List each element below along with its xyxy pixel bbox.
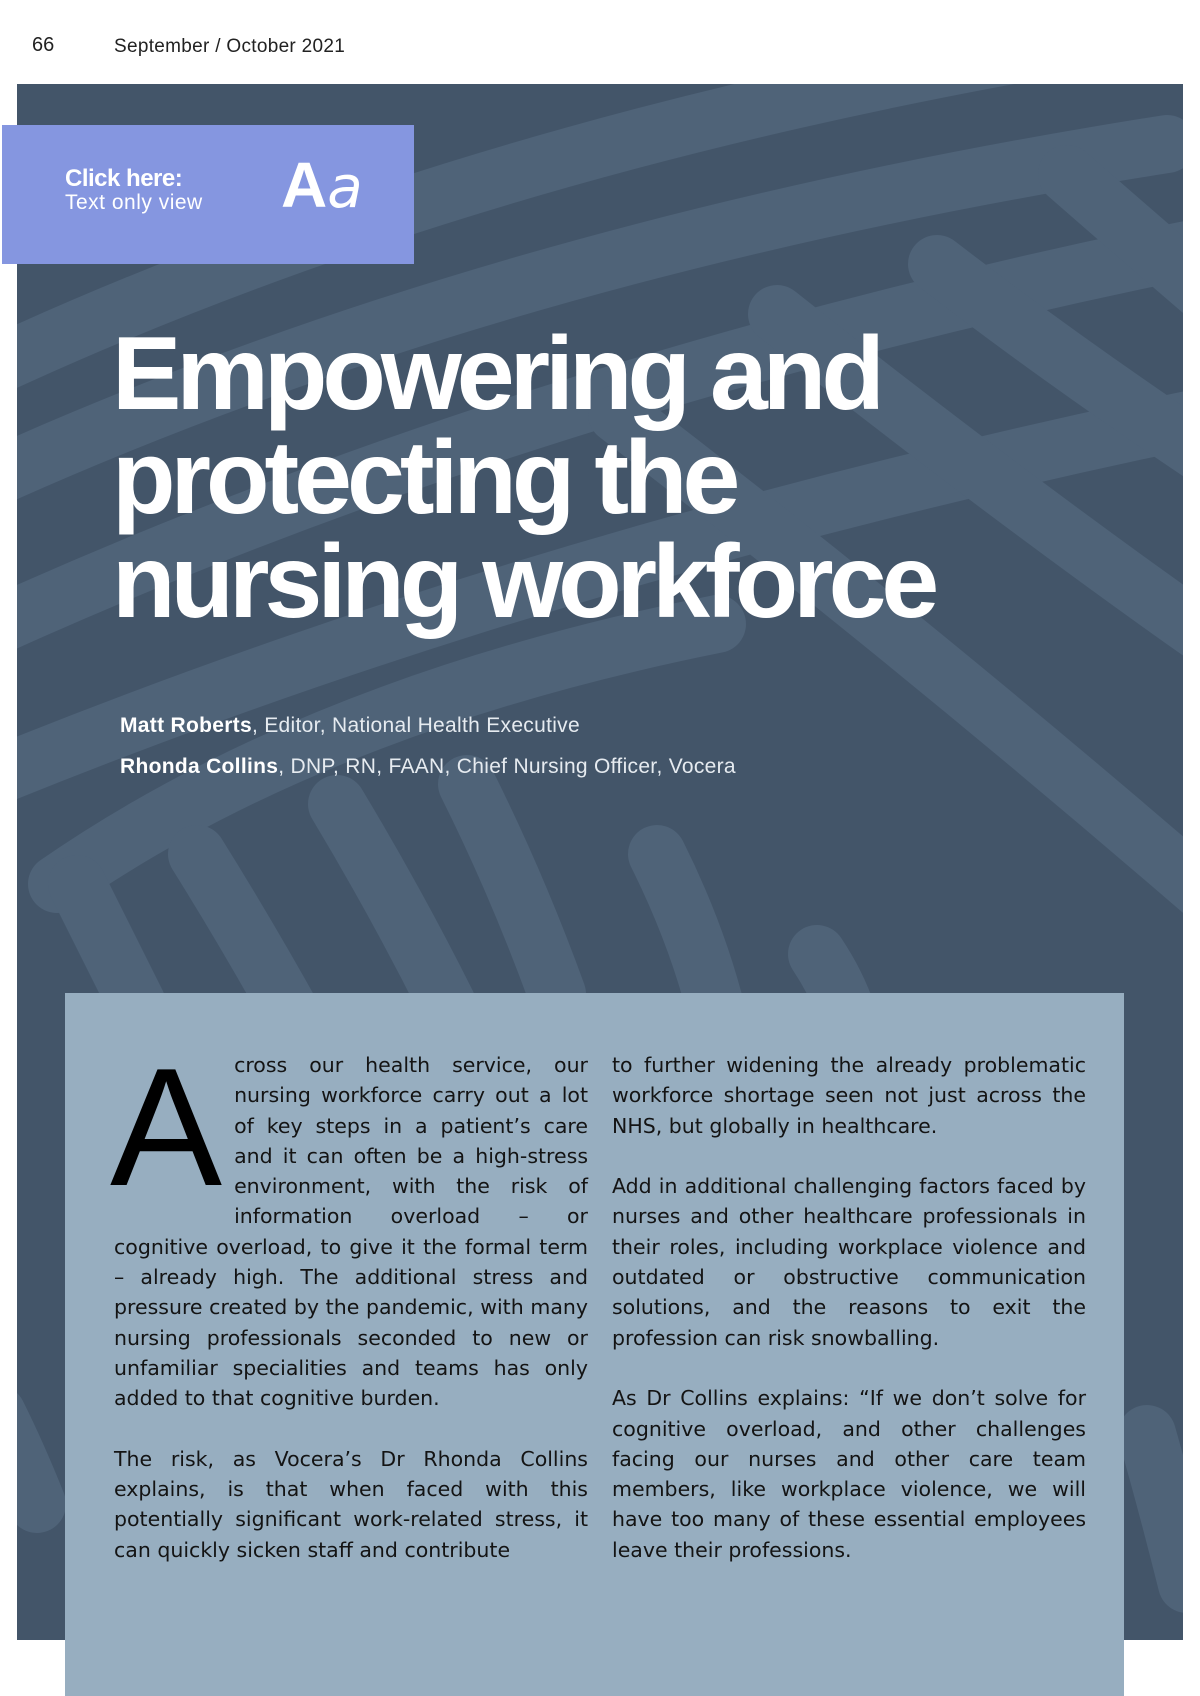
headline-line: protecting the — [112, 420, 736, 536]
article-headline — [112, 316, 1072, 640]
author-name: Rhonda Collins — [120, 755, 279, 778]
article-column-right — [612, 1050, 1086, 1595]
author-name: Matt Roberts — [120, 714, 252, 737]
article-paragraph: Across our health service, our nursing workforce carry out a lot of key steps in a patient’s care and it can often be a high-stress environment, with the risk of information overload – or cognitive overload, to give it the formal term – already high. The additional stress and pressure created by the pandemic, with many nursing professionals seconded to new or unfamiliar specialities and teams has only added to that cognitive burden. — [110, 1033, 588, 1411]
byline-author — [120, 755, 736, 779]
article-body — [65, 993, 1124, 1696]
banner-click-label: Click here: — [65, 165, 183, 192]
banner-text-only-label: Text only view — [65, 191, 203, 214]
author-role: , Editor, National Health Executive — [251, 714, 580, 737]
byline-author — [120, 714, 580, 738]
issue-date: September / October 2021 — [114, 36, 346, 57]
author-role: , DNP, RN, FAAN, Chief Nursing Officer, Vocera — [278, 755, 736, 778]
page-number: 66 — [32, 34, 55, 56]
headline-line: Empowering and — [112, 316, 880, 432]
headline-line: nursing workforce — [112, 524, 935, 640]
article-paragraph: to further widening the already problematic workforce shortage seen not just across the NHS, but globally in healthcare. — [612, 1053, 1086, 1138]
stripe-arc — [77, 884, 137, 1004]
stripe-arc — [1147, 1434, 1183, 1584]
page-header — [32, 34, 1168, 64]
stripe-arc — [657, 854, 717, 1014]
font-size-icon: Aa — [281, 149, 363, 221]
stripe-arc — [337, 804, 447, 1004]
drop-cap: A — [110, 1033, 223, 1221]
stripe-arc — [17, 1414, 37, 1504]
stripe-arc — [467, 784, 557, 994]
article-paragraph: As Dr Collins explains: “If we don’t solve for cognitive overload, and other challenges facing our nurses and other care team members, like workplace violence, we will have too many of these essential employees leave their professions. — [612, 1386, 1086, 1562]
article-column-left — [110, 1033, 588, 1595]
text-only-view-button[interactable] — [2, 125, 414, 264]
article-paragraph: The risk, as Vocera’s Dr Rhonda Collins explains, is that when faced with this potentially significant work-related stress, it can quickly sicken staff and contribute — [114, 1446, 588, 1562]
article-paragraph: Add in additional challenging factors faced by nurses and other healthcare professionals in their roles, including workplace violence and outdated or obstructive communication solutions, and the reasons to exit the profession can risk snowballing. — [612, 1174, 1086, 1350]
